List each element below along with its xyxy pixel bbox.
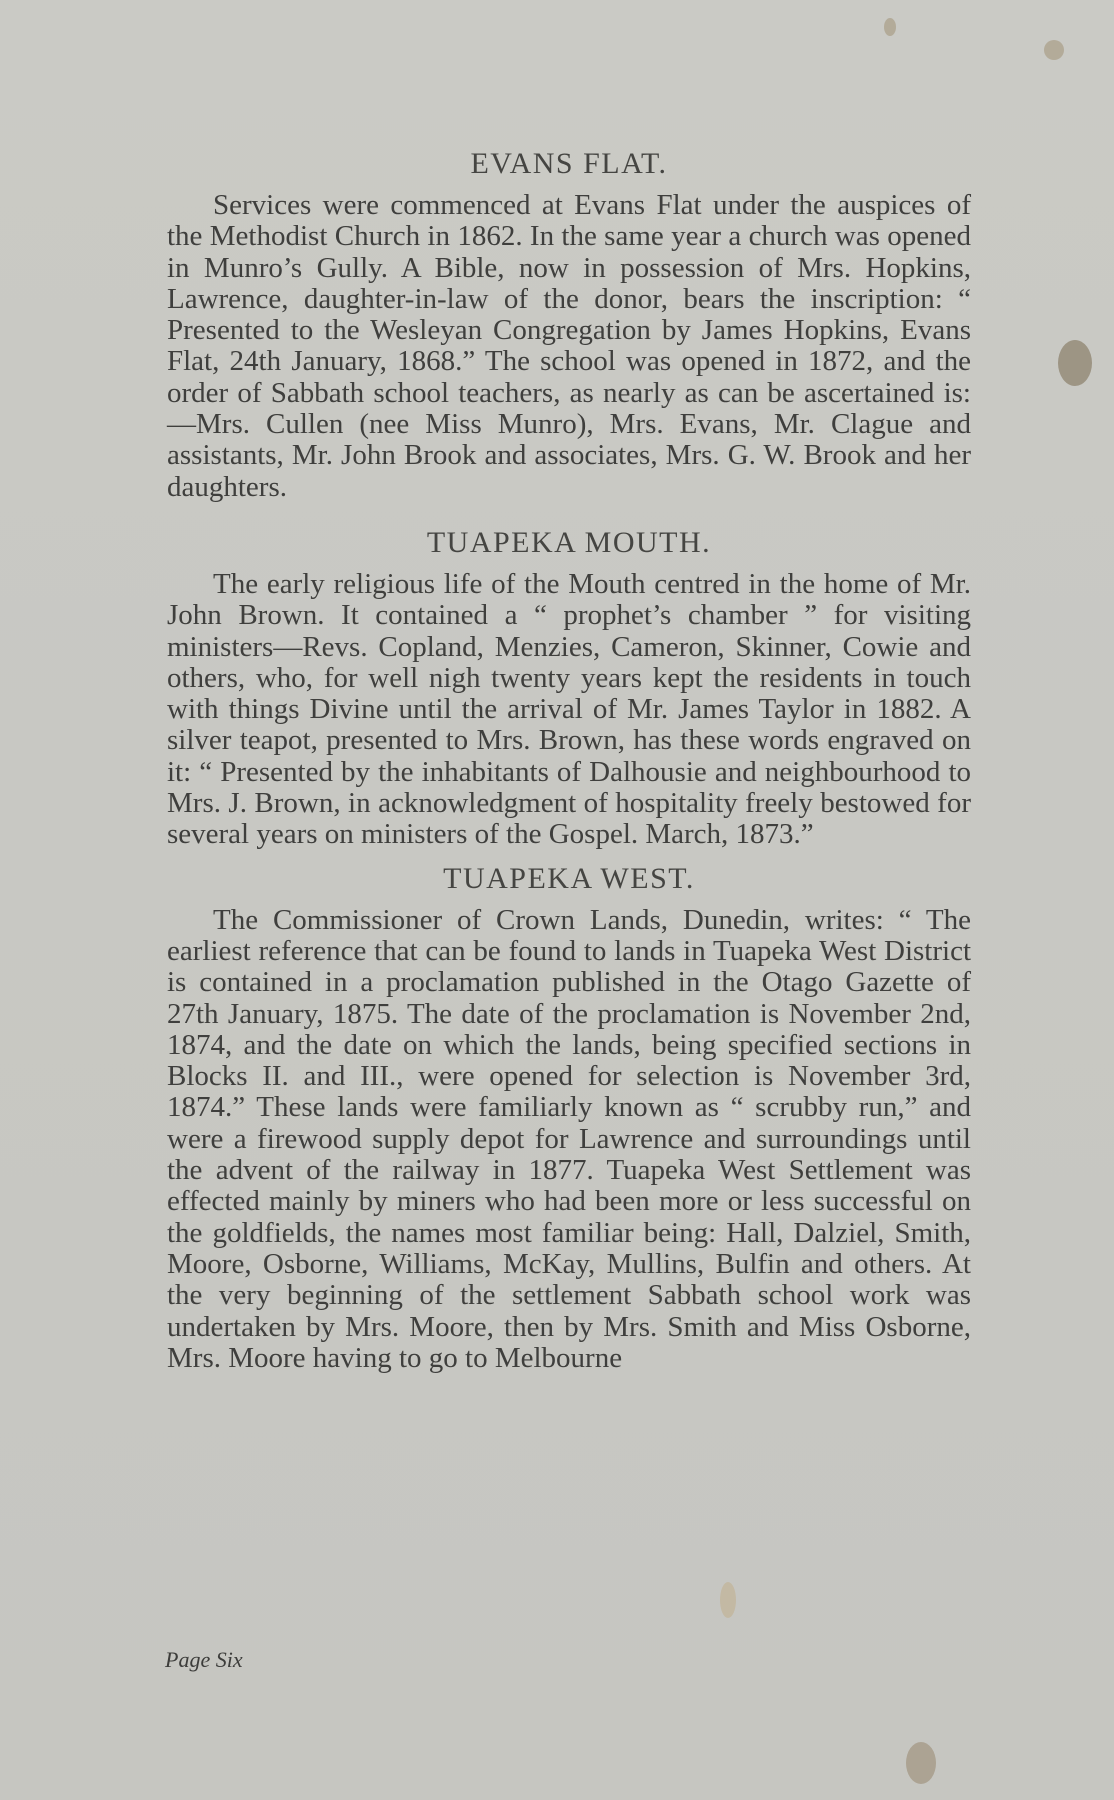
- foxing-stain: [884, 18, 896, 36]
- section-title-tuapeka-mouth: TUAPEKA MOUTH.: [426, 525, 712, 559]
- page-content: [167, 146, 971, 1374]
- page-number: Page Six: [165, 1647, 243, 1672]
- foxing-stain: [906, 1742, 936, 1784]
- section-title-tuapeka-west: TUAPEKA WEST.: [443, 861, 695, 895]
- section-body-tuapeka-west: The Commissioner of Crown Lands, Dunedin, writes: “ The earliest reference that can be found to lands in Tuapeka West District is contained in a proclamation published in the Otago Gazette of 27th January, 1875. The date of the proclamation is November 2nd, 1874, and the date on which the lands, being specified sections in Blocks II. and III., were opened for selection is November 3rd, 1874.” These lands were familiarly known as “ scrubby run,” and were a firewood supply depot for Lawrence and surroundings until the advent of the railway in 1877. Tuapeka West Settlement was effected mainly by miners who had been more or less successful on the goldfields, the names most familiar being: Hall, Dalziel, Smith, Moore, Osborne, Williams, McKay, Mullins, Bulfin and others. At the very beginning of the settlement Sabbath school work was undertaken by Mrs. Moore, then by Mrs. Smith and Miss Osborne, Mrs. Moore having to go to Melbourne: [167, 903, 971, 1374]
- foxing-stain: [1058, 340, 1092, 386]
- foxing-stain: [1044, 40, 1064, 60]
- section-body-evans-flat: Services were commenced at Evans Flat under the auspices of the Methodist Church in 1862. In the same year a church was opened in Munro’s Gully. A Bible, now in possession of Mrs. Hopkins, Lawrence, daughter-in-law of the donor, bears the inscription: “ Presented to the Wesleyan Congregation by James Hopkins, Evans Flat, 24th January, 1868.” The school was opened in 1872, and the order of Sabbath school teachers, as nearly as can be ascertained is:—Mrs. Cullen (nee Miss Munro), Mrs. Evans, Mr. Clague and assistants, Mr. John Brook and associates, Mrs. G. W. Brook and her daughters.: [167, 189, 971, 503]
- foxing-stain: [720, 1582, 736, 1618]
- section-body-tuapeka-mouth: The early religious life of the Mouth centred in the home of Mr. John Brown. It contained a “ prophet’s chamber ” for visiting ministers—Revs. Copland, Menzies, Cameron, Skinner, Cowie and others, who, for well nigh twenty years kept the residents in touch with things Divine until the arrival of Mr. James Taylor in 1882. A silver teapot, presented to Mrs. Brown, has these words engraved on it: “ Presented by the inhabitants of Dalhousie and neighbourhood to Mrs. J. Brown, in acknowledgment of hospitality freely bestowed for several years on ministers of the Gospel. March, 1873.”: [167, 567, 971, 851]
- section-title-evans-flat: EVANS FLAT.: [470, 147, 668, 180]
